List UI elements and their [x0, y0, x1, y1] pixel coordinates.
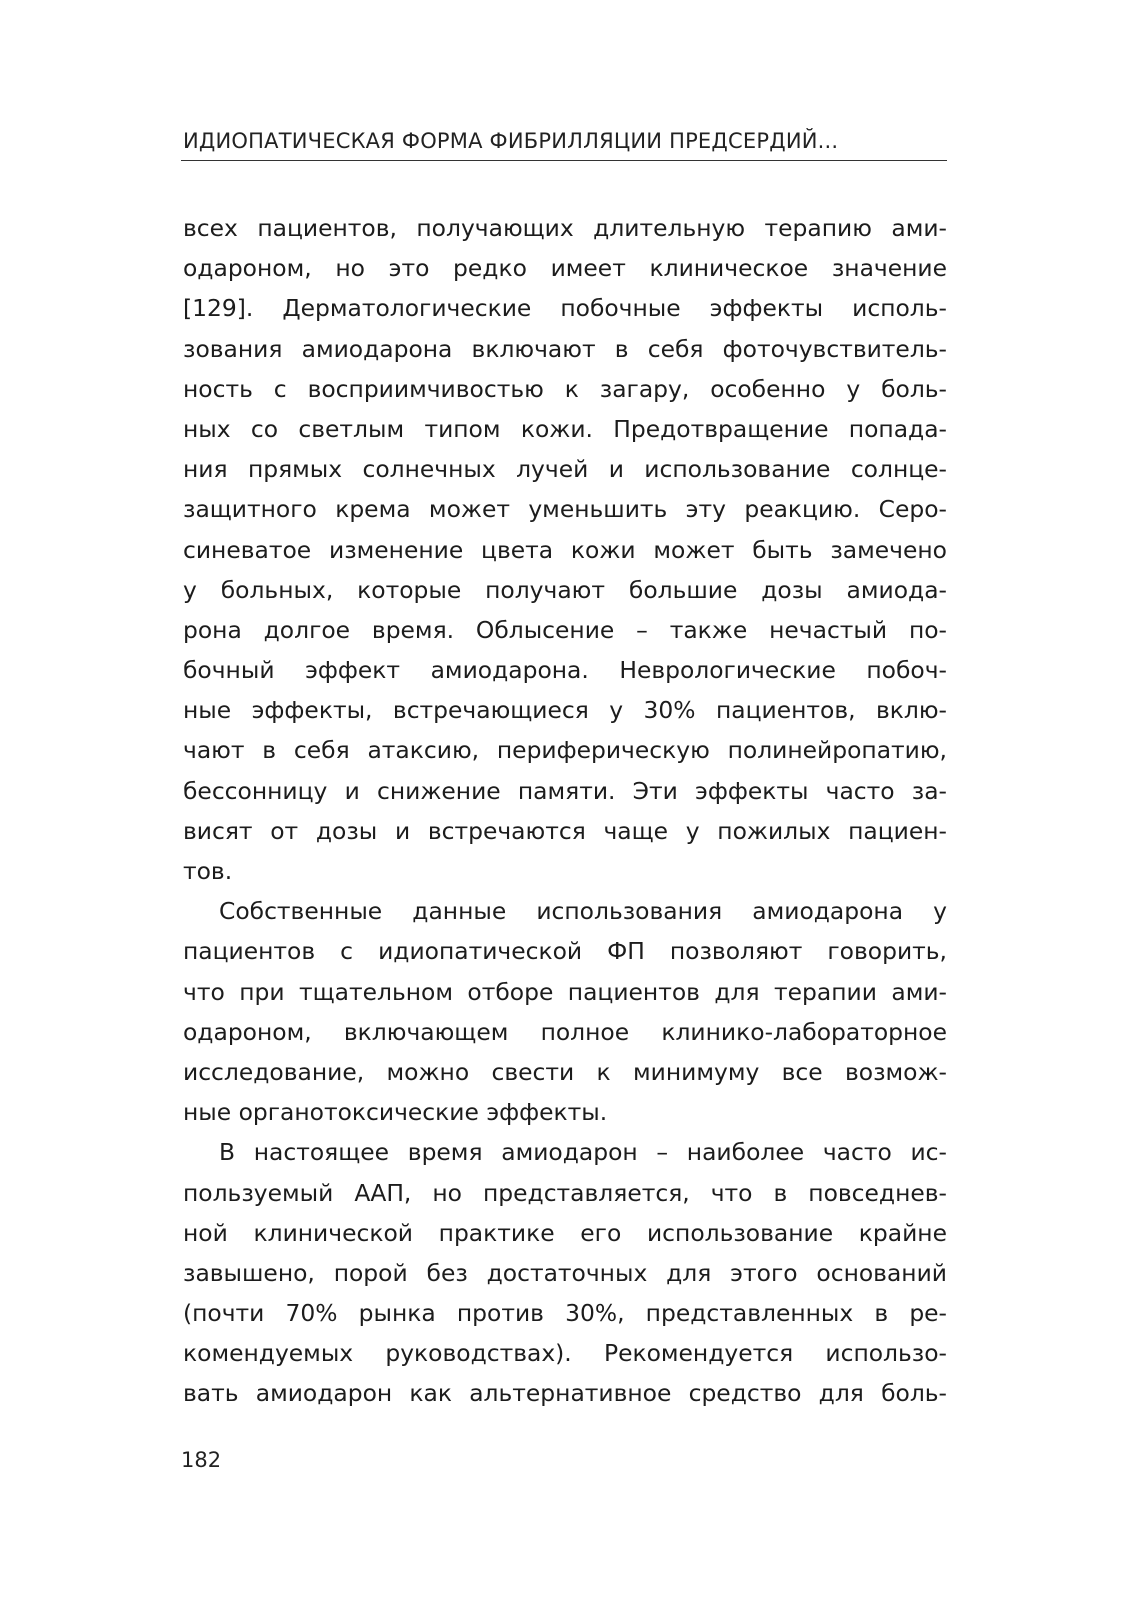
page-number: 182	[181, 1448, 222, 1472]
running-head: ИДИОПАТИЧЕСКАЯ ФОРМА ФИБРИЛЛЯЦИИ ПРЕДСЕРДИЙ...	[183, 129, 839, 153]
text-line: ной клинической практике его использование крайне	[183, 1218, 947, 1247]
text-line: у больных, которые получают большие дозы амиода-	[183, 575, 947, 604]
text-line: одароном, включающем полное клинико-лабораторное	[183, 1017, 947, 1046]
text-line: ные эффекты, встречающиеся у 30% пациентов, вклю-	[183, 696, 947, 725]
body-text	[183, 208, 947, 1414]
text-line: пациентов с идиопатической ФП позволяют говорить,	[183, 937, 947, 966]
text-line: вать амиодарон как альтернативное средство для боль-	[183, 1379, 947, 1408]
text-line: Собственные данные использования амиодарона у	[219, 897, 947, 926]
text-line: исследование, можно свести к минимуму все возмож-	[183, 1057, 947, 1086]
text-line: ния прямых солнечных лучей и использование солнце-	[183, 455, 947, 484]
text-line: ность с восприимчивостью к загару, особенно у боль-	[183, 374, 947, 403]
header-rule	[181, 160, 947, 161]
text-line: синеватое изменение цвета кожи может быть замечено	[183, 535, 947, 564]
text-line: [129]. Дерматологические побочные эффекты исполь-	[183, 294, 947, 323]
text-line: ные органотоксические эффекты.	[183, 1098, 608, 1127]
text-line: что при тщательном отборе пациентов для терапии ами-	[183, 977, 947, 1006]
text-line: висят от дозы и встречаются чаще у пожилых пациен-	[183, 816, 947, 845]
text-line: защитного крема может уменьшить эту реакцию. Серо-	[183, 495, 947, 524]
text-line: В настоящее время амиодарон – наиболее часто ис-	[219, 1138, 947, 1167]
text-line: одароном, но это редко имеет клиническое значение	[183, 254, 947, 283]
text-line: зования амиодарона включают в себя фоточувствитель-	[183, 334, 947, 363]
text-line: завышено, порой без достаточных для этого оснований	[183, 1258, 947, 1287]
text-line: рона долгое время. Облысение – также нечастый по-	[183, 615, 947, 644]
text-line: бочный эффект амиодарона. Неврологические побоч-	[183, 656, 947, 685]
text-line: комендуемых руководствах). Рекомендуется использо-	[183, 1339, 947, 1368]
text-line: всех пациентов, получающих длительную терапию ами-	[183, 214, 947, 242]
text-line: бессонницу и снижение памяти. Эти эффекты часто за-	[183, 776, 947, 805]
text-line: чают в себя атаксию, периферическую полинейропатию,	[183, 736, 947, 765]
text-line: тов.	[183, 857, 233, 885]
text-line: ных со светлым типом кожи. Предотвращение попада-	[183, 414, 947, 443]
text-line: пользуемый ААП, но представляется, что в повседнев-	[183, 1178, 947, 1207]
text-line: (почти 70% рынка против 30%, представленных в ре-	[183, 1299, 947, 1328]
